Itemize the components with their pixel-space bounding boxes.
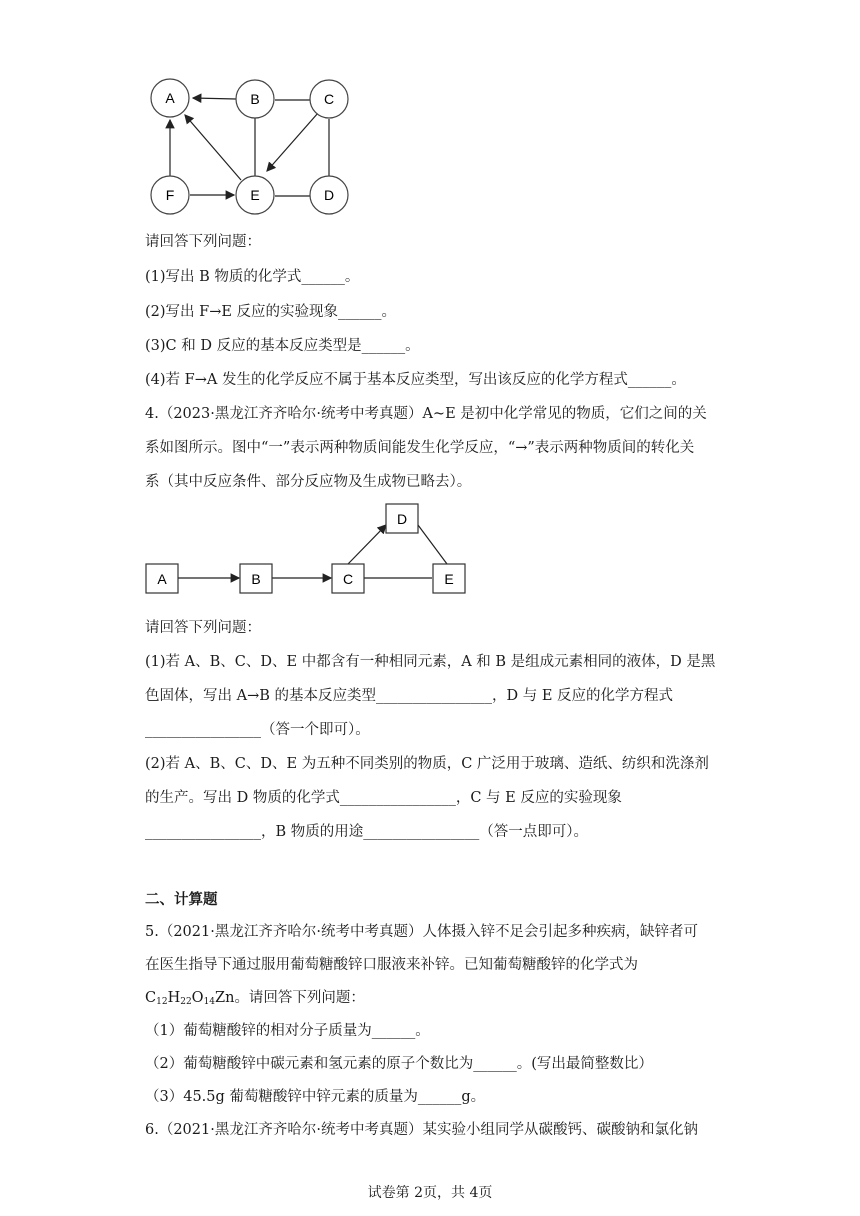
node-a [151, 79, 189, 117]
q5-sub1: （1）葡萄糖酸锌的相对分子质量为______。 [145, 1023, 430, 1039]
q4-s2-line2: 的生产。写出 D 物质的化学式________________，C 与 E 反应的实验现象 [145, 790, 622, 806]
page-footer: 试卷第 2页，共 4页 [367, 1185, 493, 1201]
q3-prompt: 请回答下列问题： [145, 234, 261, 250]
svg-text:D: D [323, 187, 335, 203]
q5-text-line1: 5.（2021·黑龙江齐齐哈尔·统考中考真题）人体摄入锌不足会引起多种疾病，缺锌者可 [145, 924, 698, 940]
box-e [433, 564, 465, 593]
svg-text:A: A [165, 90, 175, 106]
edge-d-e [418, 525, 447, 564]
formula-o-count: 14 [203, 997, 216, 1007]
edge-c-to-d [348, 525, 386, 564]
q4-prompt: 请回答下列问题： [145, 620, 261, 636]
q5-sub2: （2）葡萄糖酸锌中碳元素和氢元素的原子个数比为______。(写出最简整数比） [145, 1056, 653, 1072]
svg-text:B: B [250, 91, 260, 107]
box-c [332, 564, 364, 593]
box-b [240, 564, 272, 593]
q4-text-line1: 4.（2023·黑龙江齐齐哈尔·统考中考真题）A~E 是初中化学常见的物质，它们之间的关 [145, 406, 707, 422]
node-c [310, 80, 348, 118]
box-a [146, 564, 178, 593]
q4-text-line3: 系（其中反应条件、部分反应物及生成物已略去）。 [145, 474, 472, 490]
q4-s1-line2: 色固体，写出 A→B 的基本反应类型________________，D 与 E 反应的化学方程式 [145, 688, 674, 704]
edge-b-to-a [193, 98, 236, 99]
q4-text-line2: 系如图所示。图中“一”表示两种物质间能发生化学反应，“→”表示两种物质间的转化关 [145, 440, 695, 456]
q6-text-line1: 6.（2021·黑龙江齐齐哈尔·统考中考真题）某实验小组同学从碳酸钙、碳酸钠和氯化钠 [145, 1122, 698, 1138]
formula-o: O [191, 990, 204, 1006]
section-heading-calculation: 二、计算题 [145, 892, 218, 908]
svg-text:C: C [323, 91, 335, 107]
edge-c-to-e [267, 113, 318, 171]
q5-sub3: （3）45.5g 葡萄糖酸锌中锌元素的质量为______g。 [145, 1089, 486, 1105]
svg-text:E: E [444, 571, 454, 587]
svg-text:B: B [251, 571, 261, 587]
q5-text-line2: 在医生指导下通过服用葡萄糖酸锌口服液来补锌。已知葡萄糖酸锌的化学式为 [145, 957, 638, 973]
node-f [151, 176, 189, 214]
q4-s1-line1: (1)若 A、B、C、D、E 中都含有一种相同元素，A 和 B 是组成元素相同的液体，D 是黑 [145, 654, 716, 670]
svg-text:C: C [342, 571, 354, 587]
svg-text:F: F [165, 187, 175, 203]
formula-c: C [145, 990, 157, 1006]
q3-sub1: (1)写出 B 物质的化学式______。 [145, 269, 360, 285]
q4-s1-line3: ________________（答一个即可）。 [145, 722, 370, 738]
formula-suffix: 。请回答下列问题： [234, 990, 365, 1006]
q5-formula-line [145, 986, 365, 1007]
node-e [236, 176, 274, 214]
node-b [236, 80, 274, 118]
node-d [310, 176, 348, 214]
reaction-network-diagram-1 [140, 70, 370, 220]
q4-s2-line1: (2)若 A、B、C、D、E 为五种不同类别的物质，C 广泛用于玻璃、造纸、纺织和洗涤剂 [145, 756, 709, 772]
formula-h-count: 22 [180, 997, 192, 1007]
edge-e-to-a [185, 115, 241, 180]
svg-text:D: D [396, 511, 408, 527]
reaction-chain-diagram-2 [140, 500, 470, 600]
formula-zn: Zn [215, 990, 235, 1006]
box-d [386, 504, 418, 533]
formula-h: H [167, 990, 181, 1006]
formula-c-count: 12 [156, 997, 168, 1007]
svg-text:A: A [157, 571, 167, 587]
q3-sub4: (4)若 F→A 发生的化学反应不属于基本反应类型，写出该反应的化学方程式______。 [145, 372, 686, 388]
q3-sub3: (3)C 和 D 反应的基本反应类型是______。 [145, 338, 420, 354]
q4-s2-line3: ________________，B 物质的用途________________（答一点即可）。 [145, 824, 589, 840]
svg-text:E: E [250, 187, 260, 203]
q3-sub2: (2)写出 F→E 反应的实验现象______。 [145, 304, 397, 320]
